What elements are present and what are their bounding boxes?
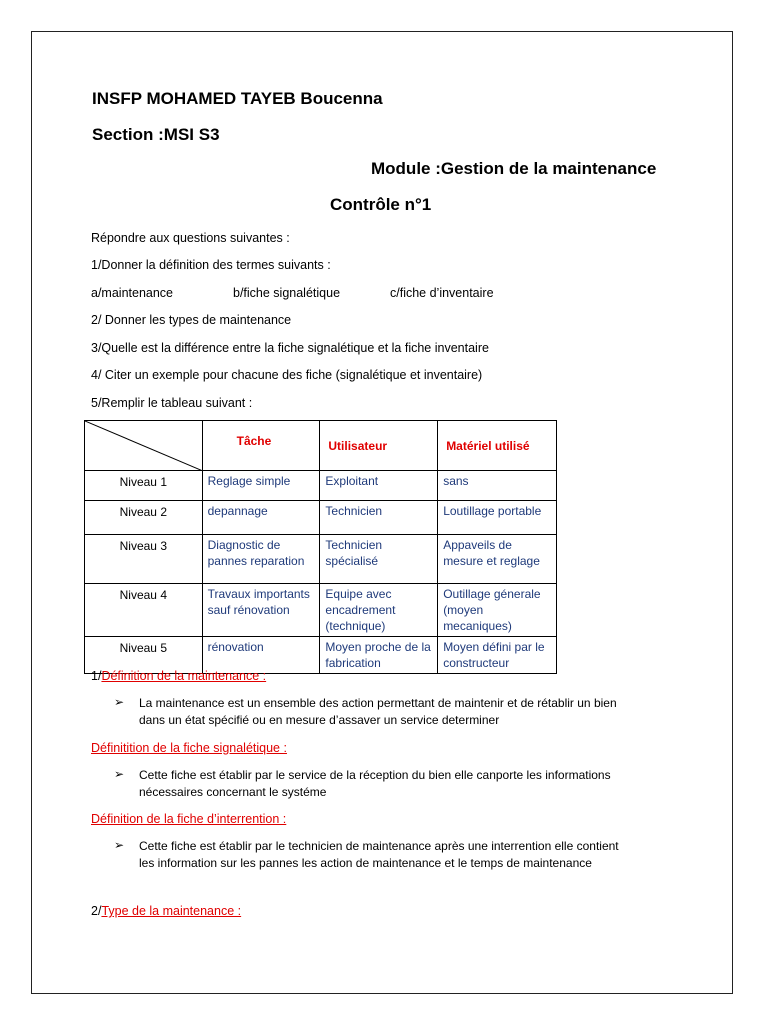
header-tache: Tâche — [202, 421, 320, 471]
header-utilisateur: Utilisateur — [320, 421, 438, 471]
answer-3-text — [139, 838, 619, 872]
term-fiche-inventaire: c/fiche d’inventaire — [390, 286, 494, 300]
answer-3-title: Définition de la fiche d’interrention : — [91, 812, 287, 826]
bullet-arrow-icon: ➢ — [114, 838, 125, 852]
answer-1-line-1: La maintenance est un ensemble des action permettant de maintenir et de rétablir un bien — [139, 696, 617, 710]
utilisateur-cell: Moyen proche de la fabrication — [320, 637, 438, 674]
table-row — [85, 501, 557, 535]
table-row — [85, 471, 557, 501]
tache-cell: rénovation — [202, 637, 320, 674]
answer-4-heading — [91, 904, 241, 918]
tache-cell: depannage — [202, 501, 320, 535]
module-title: Module :Gestion de la maintenance — [371, 159, 657, 178]
materiel-cell: sans — [438, 471, 557, 501]
section-label: Section :MSI S3 — [92, 125, 220, 144]
answer-1-heading — [91, 669, 266, 683]
answer-4-title: Type de la maintenance : — [101, 904, 242, 918]
materiel-cell: Loutillage portable — [438, 501, 557, 535]
level-cell: Niveau 3 — [85, 535, 203, 584]
utilisateur-cell: Exploitant — [320, 471, 438, 501]
level-cell: Niveau 4 — [85, 584, 203, 637]
answer-1-prefix: 1/ — [91, 669, 102, 683]
answer-1-title: Définition de la maintenance : — [101, 669, 267, 683]
answer-4-prefix: 2/ — [91, 904, 102, 918]
table-row — [85, 584, 557, 637]
question-3: 3/Quelle est la différence entre la fiche signalétique et la fiche inventaire — [91, 341, 489, 355]
answer-2-title: Définitition de la fiche signalétique : — [91, 741, 287, 755]
bullet-arrow-icon: ➢ — [114, 695, 125, 709]
level-cell: Niveau 1 — [85, 471, 203, 501]
table-corner-cell — [85, 421, 203, 471]
utilisateur-cell: Technicien spécialisé — [320, 535, 438, 584]
answer-2-line-1: Cette fiche est établir par le service de la réception du bien elle canporte les informations — [139, 768, 611, 782]
term-maintenance: a/maintenance — [91, 286, 174, 300]
question-4: 4/ Citer un exemple pour chacune des fiche (signalétique et inventaire) — [91, 368, 483, 382]
answer-1-line-2: dans un état spécifié ou en mesure d’assaver un service determiner — [139, 713, 500, 727]
level-cell: Niveau 2 — [85, 501, 203, 535]
table-header-row — [85, 421, 557, 471]
answer-1-text — [139, 695, 617, 729]
utilisateur-cell: Equipe avec encadrement (technique) — [320, 584, 438, 637]
questions-intro: Répondre aux questions suivantes : — [91, 231, 290, 245]
term-fiche-signaletique: b/fiche signalétique — [233, 286, 341, 300]
question-5: 5/Remplir le tableau suivant : — [91, 396, 253, 410]
answer-3-line-2: les information sur les pannes les action de maintenance et le temps de maintenance — [139, 856, 592, 870]
tache-cell: Diagnostic de pannes reparation — [202, 535, 320, 584]
answer-2-line-2: nécessaires concernant le systéme — [139, 785, 327, 799]
table-row — [85, 637, 557, 674]
question-1: 1/Donner la définition des termes suivants : — [91, 258, 331, 272]
utilisateur-cell: Technicien — [320, 501, 438, 535]
answer-2-text — [139, 767, 611, 801]
question-2: 2/ Donner les types de maintenance — [91, 313, 292, 327]
materiel-cell: Moyen défini par le constructeur — [438, 637, 557, 674]
table-row — [85, 535, 557, 584]
tache-cell: Reglage simple — [202, 471, 320, 501]
diagonal-line — [85, 421, 203, 471]
bullet-arrow-icon: ➢ — [114, 767, 125, 781]
level-cell: Niveau 5 — [85, 637, 203, 674]
answer-3-line-1: Cette fiche est établir par le technicien de maintenance après une interrention elle contient — [139, 839, 619, 853]
materiel-cell: Outillage génerale (moyen mecaniques) — [438, 584, 557, 637]
tache-cell: Travaux importants sauf rénovation — [202, 584, 320, 637]
institute-name: INSFP MOHAMED TAYEB Boucenna — [92, 89, 383, 108]
levels-table — [84, 420, 557, 674]
exam-title: Contrôle n°1 — [330, 195, 432, 214]
header-materiel: Matériel utilisé — [438, 421, 557, 471]
materiel-cell: Appaveils de mesure et reglage — [438, 535, 557, 584]
